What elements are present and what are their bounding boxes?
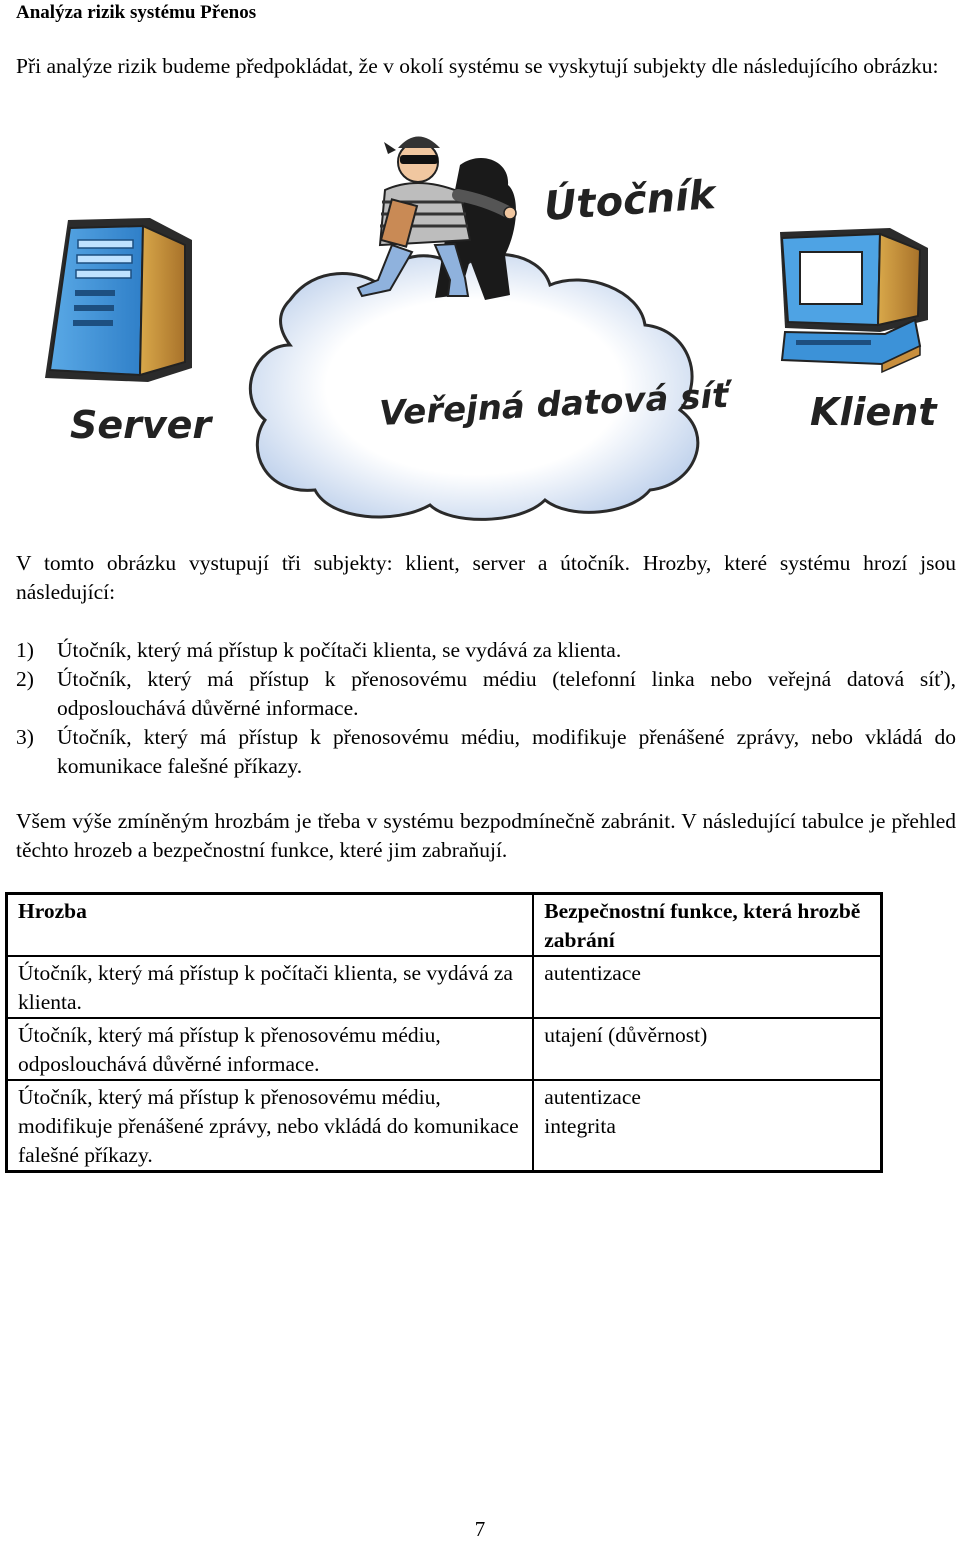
intro-paragraph: Při analýze rizik budeme předpokládat, že v okolí systému se vyskytují subjekty dle následujícího obrázku:	[16, 54, 939, 78]
network-label: Veřejná datová síť	[378, 375, 730, 434]
table-cell-function: autentizace integrita	[533, 1080, 881, 1172]
table-row	[7, 956, 882, 1018]
conclusion-paragraph: Všem výše zmíněným hrozbám je třeba v systému bezpodmínečně zabránit. V následující tabulce je přehled těchto hrozeb a bezpečnostní funkce, které jim zabraňují.	[16, 809, 956, 862]
table-row	[7, 1080, 882, 1172]
page-number: 7	[474, 1517, 486, 1541]
table-cell-function: autentizace	[533, 956, 881, 1018]
list-item: 3) Útočník, který má přístup k přenosovému médiu, modifikuje přenášené zprávy, nebo vkládá do komunikace falešné příkazy.	[16, 725, 956, 778]
client-icon	[780, 228, 928, 372]
table-cell-function: utajení (důvěrnost)	[533, 1018, 881, 1080]
table-row	[7, 1018, 882, 1080]
table-cell-threat: Útočník, který má přístup k počítači klienta, se vydává za klienta.	[7, 956, 534, 1018]
client-label: Klient	[810, 390, 937, 434]
list-item: 2) Útočník, který má přístup k přenosovému médiu (telefonní linka nebo veřejná datová síť), odposlouchává důvěrné informace.	[16, 667, 956, 720]
threat-list	[16, 636, 956, 781]
table-cell-threat: Útočník, který má přístup k přenosovému médiu, modifikuje přenášené zprávy, nebo vkládá do komunikace falešné příkazy.	[7, 1080, 534, 1172]
page-title: Analýza rizik systému Přenos	[16, 2, 257, 23]
risk-figure	[40, 120, 940, 530]
threat-table	[5, 892, 883, 1173]
subjects-paragraph: V tomto obrázku vystupují tři subjekty: klient, server a útočník. Hrozby, které systému hrozí jsou následující:	[16, 551, 956, 604]
attacker-label: Útočník	[542, 172, 717, 230]
table-header-row	[7, 894, 882, 957]
server-label: Server	[70, 403, 212, 447]
list-item: 1) Útočník, který má přístup k počítači klienta, se vydává za klienta.	[16, 638, 622, 662]
table-header-function: Bezpečnostní funkce, která hrozbě zabrání	[533, 894, 881, 957]
table-header-threat: Hrozba	[7, 894, 534, 957]
table-cell-threat: Útočník, který má přístup k přenosovému médiu, odposlouchává důvěrné informace.	[7, 1018, 534, 1080]
server-icon	[45, 218, 192, 382]
